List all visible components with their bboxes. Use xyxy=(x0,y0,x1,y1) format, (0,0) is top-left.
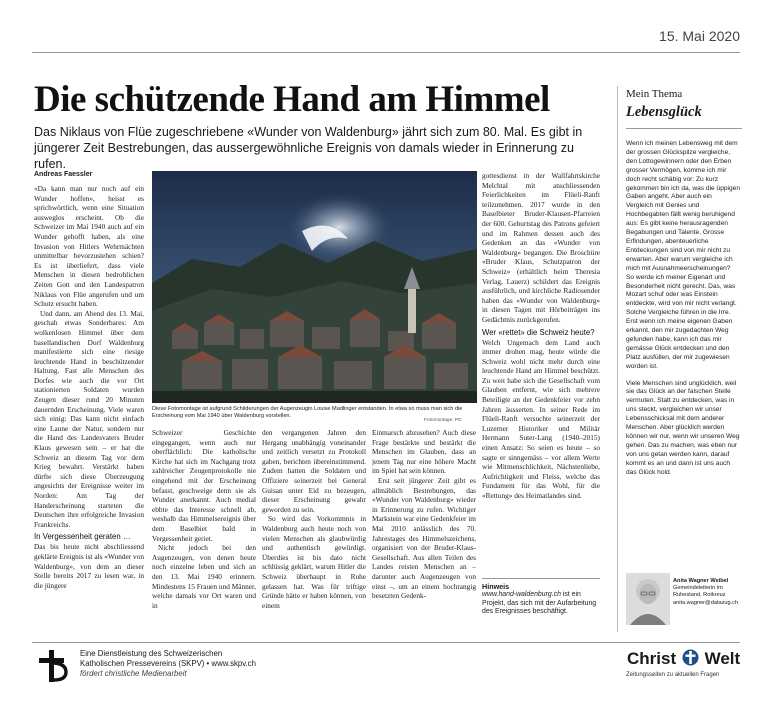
footer-text xyxy=(80,649,256,678)
subheading-vergessenheit: In Vergessenheit geraten … xyxy=(34,532,131,542)
column-1-paragraph: Das bis heute nicht abschliessend geklärte Ereignis ist als «Wunder von Waldenburg», von dem an dieser Stelle bereits 2017 zu lesen war, in die jüngere xyxy=(34,542,144,590)
column-4-paragraph: Erst seit jüngerer Zeit gibt es allmählich Bestrebungen, das «Wunder von Waldenburg» wieder in Erinnerung zu rufen. Wichtiger Markstein war eine Gedenkfeier im Mai 2010 anlässlich des 70. Jahrestages des Himmelszeichens, organisiert von der Bruder-Klaus-Gesellschaft. Aus allen Teilen des Landes reisten Menschen an – darunter auch Augenzeugen von einst –, um an einem hochrangig besetzten Gedenk- xyxy=(372,475,476,601)
column-3-paragraph: So wird das Vorkommnis in Waldenburg auch heute noch von vielen Menschen als glaubwürdig und authentisch gewürdigt. Überdies ist bis dato nicht schlüssig geklärt, warum Hitler die Schweiz überhaupt in Ruhe gelassen hat. Was für triftige Gründe hätte er haben können, von einem xyxy=(262,514,366,610)
column-4-paragraph: Einmarsch abzusehen? Auch diese Frage bestärkte und bestärkt die Menschen im Glauben, dass an jenem Tag nur eine höhere Macht im Spiel hat sein können. xyxy=(372,428,476,476)
sidebar-paragraph: Wenn ich meinen Lebensweg mit dem der grossen Glückspilze vergleiche, den Lottogewinnern oder den Erben grosser Vermögen, komme ich mir doch recht schäbig vor: Zu kurz gekommen bin ich da, was die üppigen Gaben angeht. Aber auch ein Vergleich mit Genies und Hochbegabten fällt wenig beruhigend aus: Es gibt keine herausragenden Begabungen und Talente. Grosse Erfindungen, abenteuerliche Entdeckungen sind von mir nicht zu erwarten. Aber warum vergleiche ich mich mit Ausnahmeerscheinungen? So werde ich meiner Eigenart und Besonderheit nicht gerecht. Das, was Mozart schuf oder was Einstein entdeckte, wird von mir nicht verlangt. Solche Vergleiche führen in die Irre. Erst wenn ich meine eigenen Gaben erkannt, den mir zugedachten Weg gefunden habe, kann ich das mir gemässe Glück entdecken und den Platz ausfüllen, der mir zugewiesen worden ist. xyxy=(626,140,740,370)
brand-right: Welt xyxy=(704,649,741,668)
author-bio-block xyxy=(673,578,743,607)
article-headline: Die schützende Hand am Himmel xyxy=(34,79,550,120)
sidebar-title-rule xyxy=(626,128,742,129)
footer-line-2: Katholischen Pressevereins (SKPV) • www.skpv.ch xyxy=(80,658,256,668)
article-lead: Das Niklaus von Flüe zugeschriebene «Wunder von Waldenburg» jährt sich zum 80. Mal. Es gibt in jüngerer Zeit Bestrebungen, das aussergewöhnliche Ereignis von damals wieder in Erinnerung zu rufen. xyxy=(34,125,583,171)
hint-description: ist ein Projekt, das sich mit der Aufarbeitung des Ereignisses beschäftigt. xyxy=(482,591,597,616)
globe-cross-icon xyxy=(682,649,699,666)
sidebar-divider xyxy=(617,86,618,632)
column-2-paragraph: Nicht jedoch bei den Augenzeugen, von denen heute noch einzelne leben und sich an den 13. Mai 1940 erinnern. Mindestens 15 Frauen und Männer, welche damals vor Ort waren und in xyxy=(152,543,256,610)
article-column-2 xyxy=(152,428,256,614)
article-column-3 xyxy=(262,428,366,614)
author-bio: Gemeindeleiterin im Ruhestand, Rotkreuz xyxy=(673,585,726,599)
column-3-paragraph: den vergangenen Jahren den Hergang unabhängig voneinander und zeitlich versetzt zu Protokoll gaben, berichten übereinstimmend. Zudem hatten die Soldaten und Offiziere seinerzeit bei General Guisan unter Eid zu bezeugen, dieser Erscheinung gewahr geworden zu sein. xyxy=(262,428,366,514)
sidebar-column xyxy=(626,140,740,580)
author-email[interactable]: anita.wagner@datazug.ch xyxy=(673,599,739,606)
footer-line-3: fördert christliche Medienarbeit xyxy=(80,668,187,678)
hint-box xyxy=(482,578,600,617)
sidebar-kicker: Mein Thema xyxy=(626,88,683,100)
brand-left: Christ xyxy=(627,649,677,668)
subheading-rettet: Wer «rettet» die Schweiz heute? xyxy=(482,327,595,337)
photo-credit: Fotomontage: PD xyxy=(424,418,462,423)
author-portrait-icon xyxy=(626,573,670,625)
sidebar-paragraph: Viele Menschen sind unglücklich, weil sie das Glück an der falschen Stelle vermuten. Statt zu entdecken, was in uns steckt, vergleichen wir unser Lebensschicksal mit dem anderer Menschen. Aber glücklich werden können wir nur, wenn wir unseren Weg gehen. Das zu machen, was eben nur von uns getan werden kann, darauf kommt es an und dann ist uns auch das Glück hold. xyxy=(626,379,740,476)
column-2-paragraph: Schweizer Geschichte eingegangen, wenn auch nur oberflächlich: Die katholische Kirche hat sich im Nachgang trotz zahlreicher Zeugenprotokolle nie eingehend mit der Erscheinung befasst, geschweige denn sie als Wunder anerkannt. Auch medial ebbte das Interesse schnell ab, weshalb das Himmelsereignis über dem Baselbiet bald in Vergessenheit geriet. xyxy=(152,428,256,543)
footer-line-1: Eine Dienstleistung des Schweizerischen xyxy=(80,649,223,658)
column-5-paragraph: gottesdienst in der Wallfahrtskirche Melchtal mit anschliessenden Feierlichkeiten im Flüeli-Ranft teilzunehmen. 2017 wurde in den Baselbieter Bruder-Klausen-Pfarreien der 600. Geburtstag des Patrons gefeiert und im Rahmen dessen auch des Gedenken an das «Wunder von Waldenburg» begangen. Die Broschüre «Bruder Klaus, Schutzpatron der Schweiz» (erhältlich beim Theresia Verlag, Lauerz) schildert das Ereignis ausführlich, und kirchliche Radiosender haben das «Wunder von Waldenburg» in diesen Tagen mit Hörbeiträgen ins Gedächtnis zurückgerufen. xyxy=(482,171,600,324)
column-1-paragraph: Und dann, am Abend des 13. Mai, geschah etwas Sonderbares: Am wolkenlosen Himmel über dem basellandischen Dorf Waldenburg manifestierte sich eine riesige leuchtende Hand in beschützender Haltung. Fast alle Menschen des Dorfes wie auch die vor Ort stationierten Soldaten wurden Zeugen dieser rund 20 Minuten dauernden Erscheinung. Viele waren sich einig: Das kann nicht einfach eine Laune der Natur, sondern nur die Hand des Landesvaters Bruder Klaus gewesen sein – er hat die Schweiz an diesem Tag vor dem Krieg bewahrt. Verstärkt haben dürfte sich diese Überzeugung angesichts der Ereignisse weiter im Norden: Am Tag der Handerscheinung starteten die Deutschen ihre erfolgreiche Invasion Frankreichs. xyxy=(34,308,144,529)
author-name: Anita Wagner Weibel xyxy=(673,578,729,584)
skpv-logo-icon xyxy=(36,648,70,684)
hint-url[interactable]: www.hand-waldenburg.ch xyxy=(482,591,561,598)
issue-date: 15. Mai 2020 xyxy=(659,28,740,44)
bottom-divider xyxy=(32,642,740,643)
article-author: Andreas Faessler xyxy=(34,171,93,178)
column-5-paragraph: Welch Ungemach dem Land auch immer drohen mag, heute würde die Schweiz wohl nicht mehr durch eine leuchtende Hand am Himmel beschützt. Zu weit habe sich die Gesellschaft vom Glauben entfernt, wie sich mehrere Beteiligte an der Gedenkfeier vor zehn Jahren äusserten. In seiner Rede im Flüeli-Ranft versuchte seinerzeit der Luzerner Historiker und Militär Hermann Suter-Lang (1940–2015) einen Ansatz: So seien es heute – so sagte er sinngemäss – vor allem Werte wie Mitmenschlichkeit, Nächstenliebe, Aufrichtigkeit und Fleiss, welche das Fundament für das Wohl, für die «Rettung» des Heimatlandes sind. xyxy=(482,337,600,500)
top-divider xyxy=(32,52,740,53)
skpv-logo xyxy=(36,648,70,684)
column-1-paragraph: «Da kann man nur noch auf ein Wunder hoffen», heisst es sprichwörtlich, wenn eine Situation ausweglos erscheint. Ob die Schweizer im Mai 1940 auch auf ein Wunder gehofft haben, als eine Invasion von Hitlers Wehrmächten unmittelbar bevorzustehen schien? Es ist überliefert, dass viele Menschen in diesen bedrohlichen Zeiten Gott und den Landespatron Niklaus von Flüe angerufen und um Schutz ersucht haben. xyxy=(34,184,144,309)
author-avatar xyxy=(626,573,670,625)
article-column-4 xyxy=(372,428,476,614)
article-photo xyxy=(152,171,477,403)
hint-text xyxy=(482,591,600,617)
hint-title: Hinweis xyxy=(482,582,510,591)
christ-welt-logo xyxy=(627,649,740,669)
article-column-1 xyxy=(34,184,144,614)
brand-tagline: Zeitungsseiten zu aktuellen Fragen xyxy=(626,672,720,678)
photo-caption: Diese Fotomontage ist aufgrund Schilderungen der Augenzeugin Louise Madlinger entstanden. In etwa so muss man sich die Erscheinung vom Mai 1940 über Waldenburg vorstellen. xyxy=(152,406,463,419)
sidebar-title: Lebensglück xyxy=(626,104,702,120)
waldenburg-photomontage xyxy=(152,171,477,403)
article-column-5 xyxy=(482,171,600,573)
